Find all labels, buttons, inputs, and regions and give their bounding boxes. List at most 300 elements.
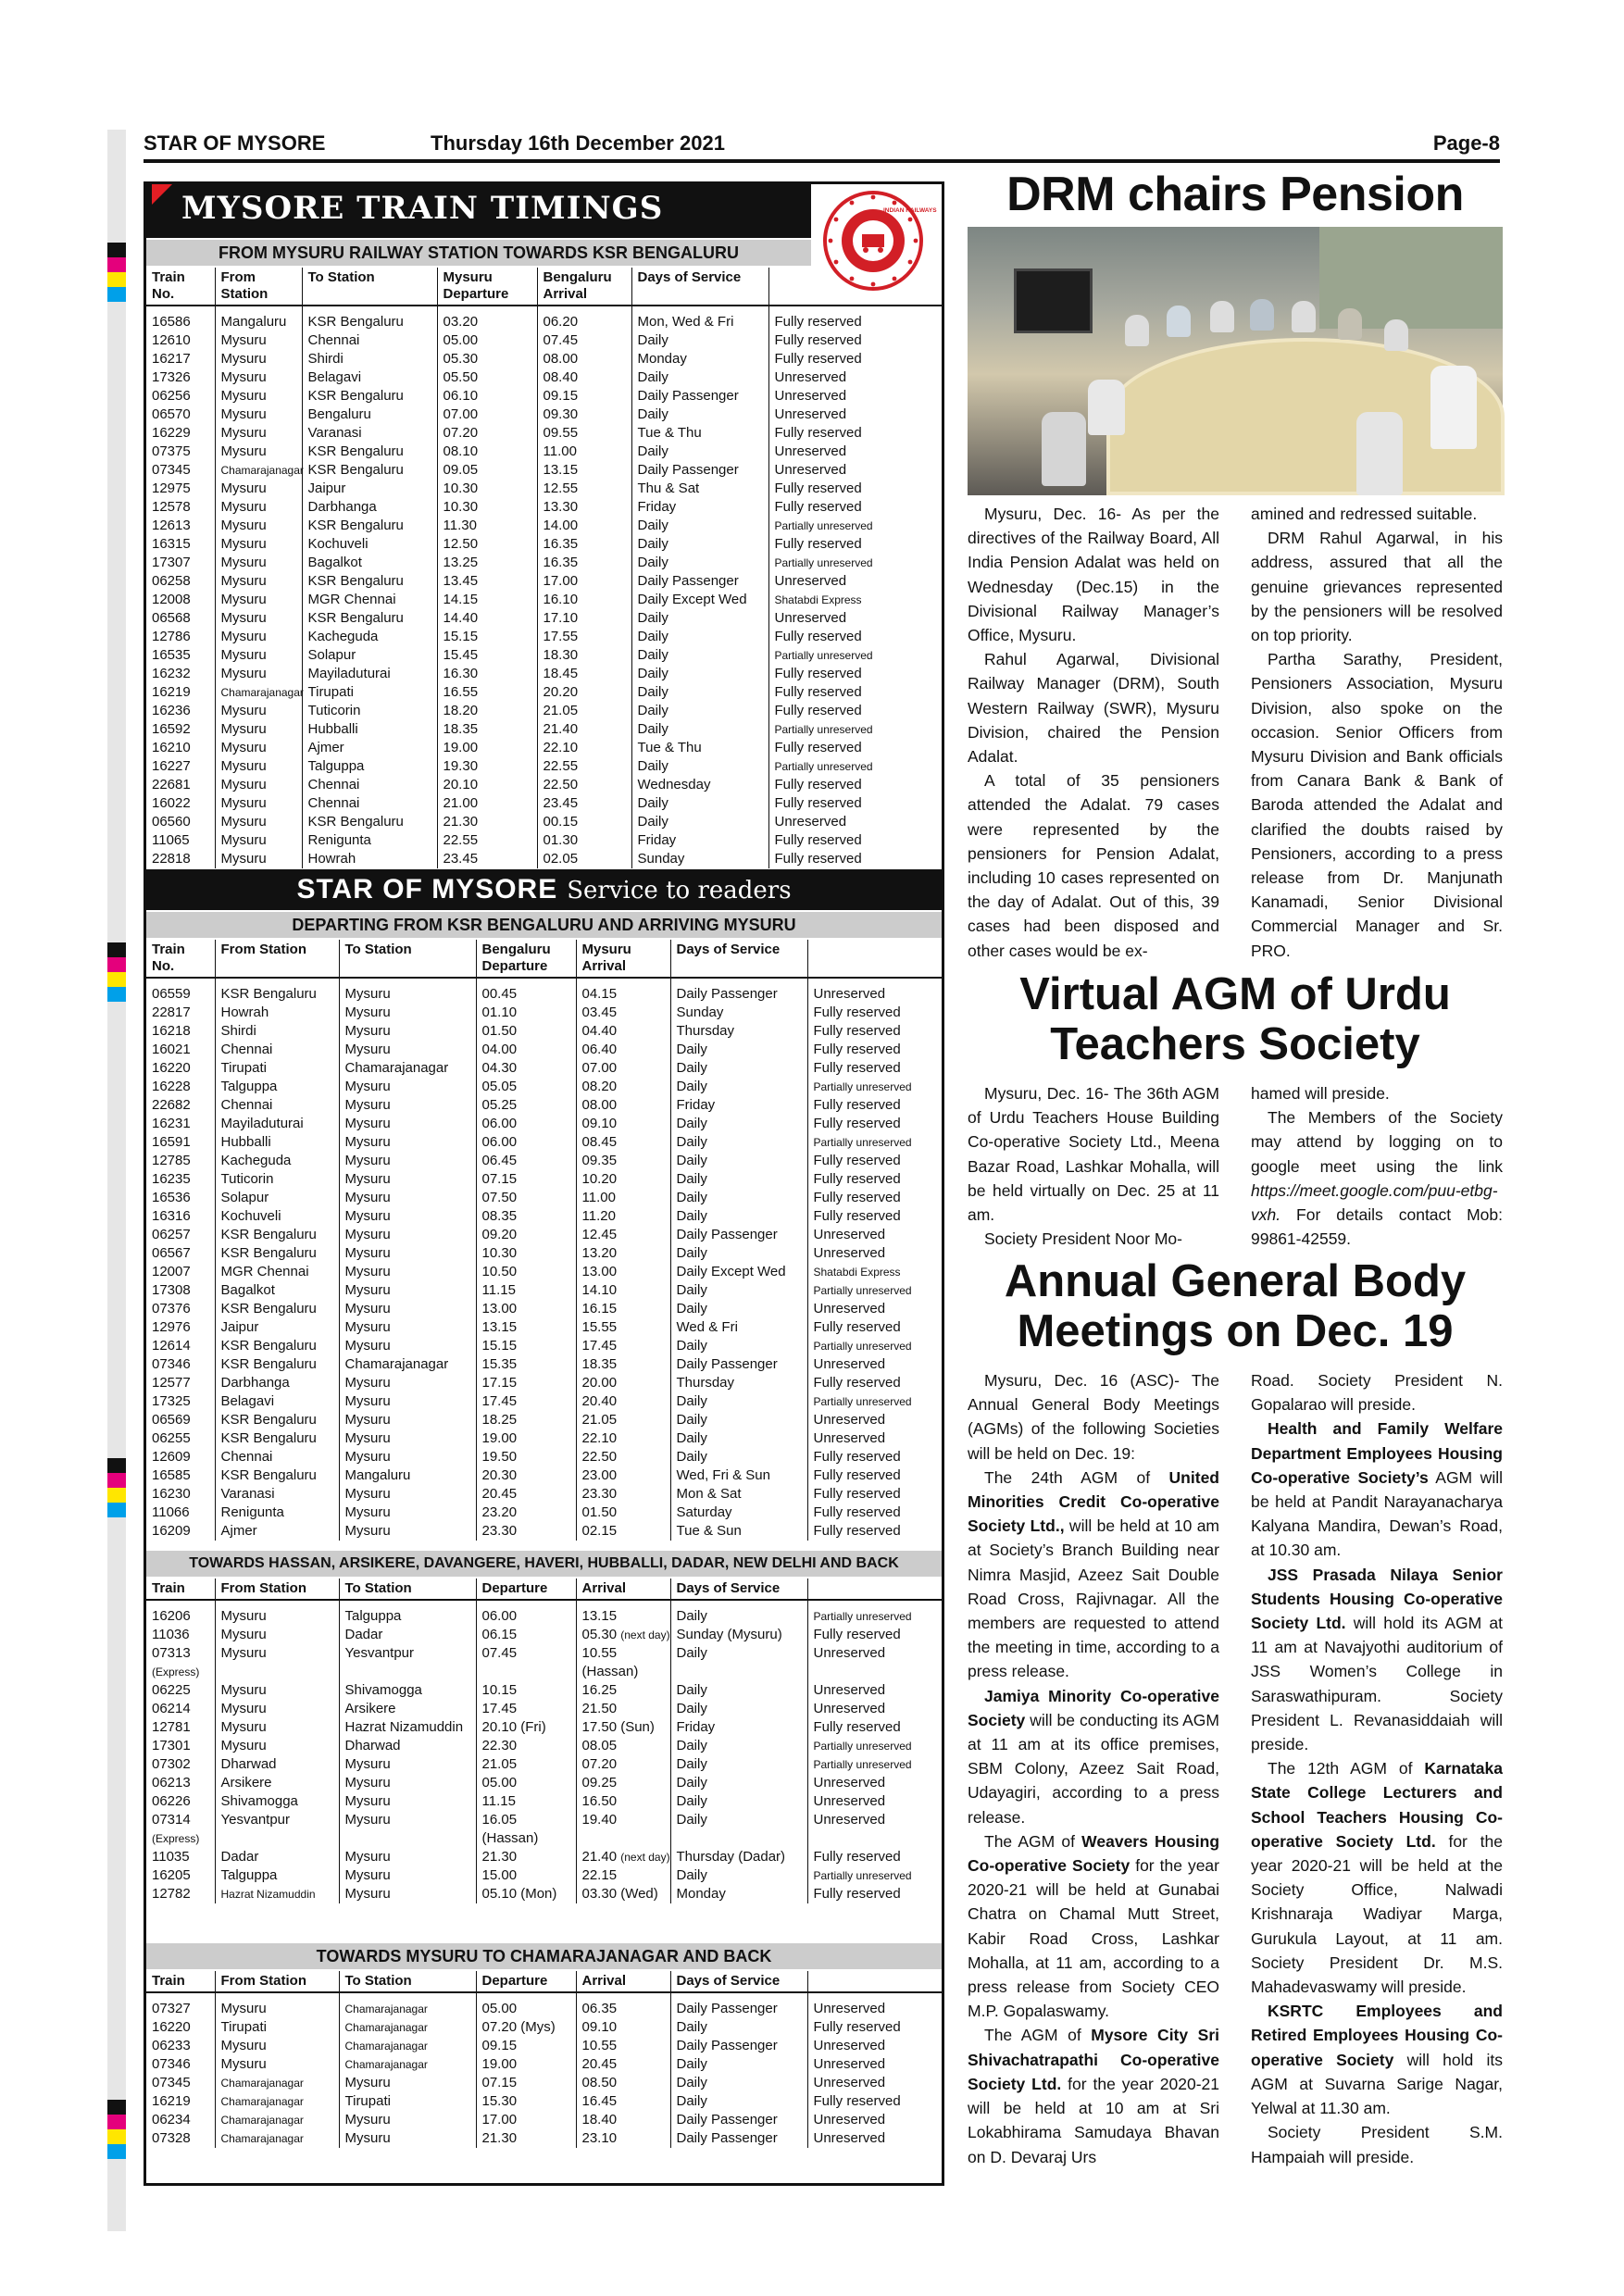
departure-time: 17.45 [476, 1392, 576, 1411]
from-station: Chennai [215, 1096, 339, 1115]
col-days: Days of Service [631, 268, 768, 306]
col-arrival: Bengaluru Arrival [537, 268, 631, 306]
from-station: Mysuru [215, 554, 302, 572]
days-of-service: Daily [631, 794, 768, 813]
reservation-type: Fully reserved [774, 684, 862, 700]
reservation-type: Fully reserved [774, 777, 862, 792]
table-row [146, 406, 942, 424]
to-station: Howrah [302, 850, 437, 868]
arrival-time: 15.55 [576, 1318, 670, 1337]
train-number: 16217 [146, 350, 215, 368]
days-of-service: Daily [670, 1133, 807, 1152]
train-number: 06560 [146, 813, 215, 831]
arrival-time: 21.40 (next day) [576, 1848, 670, 1866]
departure-time: 14.40 [437, 609, 537, 628]
departure-time: 07.15 [476, 2074, 576, 2092]
reservation-type: Partially unreserved [813, 1869, 912, 1882]
table-row [146, 720, 942, 739]
table-row [146, 1737, 942, 1755]
logo-text: INDIAN RAILWAYS [883, 207, 937, 214]
days-of-service: Daily [670, 2074, 807, 2092]
reservation-type: Partially unreserved [813, 1395, 912, 1408]
meet-link[interactable]: https://meet.google.com/puu-etbg-vxh. [1251, 1180, 1498, 1225]
days-of-service: Daily [631, 720, 768, 739]
reservation-type: Unreserved [813, 1812, 886, 1828]
to-station: Talguppa [339, 1607, 476, 1626]
arrival-time: 22.15 [576, 1866, 670, 1885]
table-row [146, 794, 942, 813]
table-row [146, 424, 942, 443]
article3-col2 [1251, 1368, 1503, 2169]
table-row [146, 1281, 942, 1300]
table-row [146, 1429, 942, 1448]
arrival-time: (Hassan) [576, 1663, 670, 1681]
to-station: Mysuru [339, 1866, 476, 1885]
departure-time: 05.00 [476, 2000, 576, 2018]
from-station: Mysuru [215, 535, 302, 554]
col-train: Train [146, 1971, 215, 1992]
train-number: 16231 [146, 1115, 215, 1133]
from-station: Mysuru [215, 368, 302, 387]
reservation-type: Fully reserved [774, 703, 862, 718]
departure-time: 07.45 [476, 1644, 576, 1663]
from-station: Mysuru [215, 387, 302, 406]
days-of-service: Daily [670, 1811, 807, 1829]
col-train-no: Train No. [146, 940, 215, 978]
to-station: Mysuru [339, 1041, 476, 1059]
days-of-service: Daily Passenger [670, 985, 807, 1004]
train-number: 07313 [146, 1644, 215, 1663]
departure-time: 22.55 [437, 831, 537, 850]
reservation-type: Partially unreserved [813, 1340, 912, 1353]
table-row [146, 517, 942, 535]
to-station: Ajmer [302, 739, 437, 757]
reservation-type: Fully reserved [774, 740, 862, 755]
section2-header-row [146, 940, 942, 978]
society-name: Mysore City Sri Shivachatrapathi Co-operative Society Ltd. [968, 2026, 1219, 2093]
train-number: (Express) [146, 1829, 215, 1848]
departure-time: 19.00 [476, 1429, 576, 1448]
section3-header-row [146, 1578, 942, 1600]
arrival-time: 21.05 [537, 702, 631, 720]
table-row [146, 1059, 942, 1078]
reservation-type: Fully reserved [813, 2019, 901, 2035]
departure-time: 06.00 [476, 1607, 576, 1626]
reservation-type: Unreserved [774, 443, 847, 459]
to-station: KSR Bengaluru [302, 313, 437, 331]
reservation-type: Partially unreserved [774, 649, 873, 662]
departure-time: 16.30 [437, 665, 537, 683]
to-station: Hubballi [302, 720, 437, 739]
from-station: Mysuru [215, 628, 302, 646]
departure-time: 05.30 [437, 350, 537, 368]
article3-text: Mysuru, Dec. 16 (ASC)- The Annual General Body Meetings (AGMs) of the following Societies will be held on Dec. 19: [968, 1371, 1219, 1463]
table-row [146, 1774, 942, 1792]
reservation-type: Partially unreserved [813, 1284, 912, 1297]
train-number: 12786 [146, 628, 215, 646]
departure-time: 10.15 [476, 1681, 576, 1700]
reservation-type: Fully reserved [774, 314, 862, 330]
to-station: Bengaluru [302, 406, 437, 424]
days-of-service: Daily [631, 368, 768, 387]
to-station: Mysuru [339, 1811, 476, 1829]
table-row [146, 1096, 942, 1115]
train-number: 12785 [146, 1152, 215, 1170]
days-of-service: Daily [670, 1300, 807, 1318]
col-type [807, 940, 942, 978]
to-station: Chamarajanagar [339, 1059, 476, 1078]
article2-para: hamed will preside. [1251, 1084, 1390, 1103]
spacer-cell [339, 1600, 476, 1607]
to-station: Renigunta [302, 831, 437, 850]
color-marks-1 [107, 243, 126, 302]
spacer-cell [807, 1992, 942, 2000]
table-row [146, 985, 942, 1004]
from-station: KSR Bengaluru [215, 985, 339, 1004]
arrival-time: 16.15 [576, 1300, 670, 1318]
table-row [146, 1226, 942, 1244]
to-station: Chennai [302, 776, 437, 794]
article3-headline-line1: Annual General Body [1004, 1256, 1467, 1306]
photo-person [1292, 301, 1316, 332]
train-number: (Express) [146, 1663, 215, 1681]
article3-headline [968, 1257, 1503, 1357]
days-of-service: Daily [631, 609, 768, 628]
arrival-time [576, 1829, 670, 1848]
col-type [807, 1578, 942, 1600]
article3-para [1251, 2120, 1503, 2168]
reservation-type: Unreserved [813, 1645, 886, 1661]
train-number: 16219 [146, 2092, 215, 2111]
departure-time: 13.45 [437, 572, 537, 591]
days-of-service: Daily [670, 1170, 807, 1189]
train-number: 22818 [146, 850, 215, 868]
table-row [146, 480, 942, 498]
train-number: 07345 [146, 2074, 215, 2092]
reservation-type: Fully reserved [774, 851, 862, 867]
from-station: Mayiladuturai [215, 1115, 339, 1133]
train-number: 22681 [146, 776, 215, 794]
reservation-type: Fully reserved [774, 629, 862, 644]
train-number: 16591 [146, 1133, 215, 1152]
arrival-time: 16.25 [576, 1681, 670, 1700]
reservation-type: Fully reserved [813, 1849, 901, 1865]
section4-heading: TOWARDS MYSURU TO CHAMARAJANAGAR AND BACK [146, 1943, 942, 1969]
arrival-time: 17.10 [537, 609, 631, 628]
to-station [339, 1663, 476, 1681]
days-of-service: Monday [631, 350, 768, 368]
arrival-time: 23.30 [576, 1485, 670, 1504]
article3-text: Society President S.M. Hampaiah will preside. [1251, 2123, 1503, 2166]
photo-person [1125, 315, 1149, 346]
arrival-time: 01.30 [537, 831, 631, 850]
article1-para: Rahul Agarwal, Divisional Railway Manager (DRM), South Western Railway (SWR), Mysuru Division, chaired the Pension Adalat. [968, 650, 1219, 767]
reservation-type: Fully reserved [774, 480, 862, 496]
departure-time: 21.00 [437, 794, 537, 813]
from-station: Mysuru [215, 350, 302, 368]
departure-time: 19.30 [437, 757, 537, 776]
article2-col2 [1251, 1081, 1503, 1251]
article1-col2 [1251, 502, 1503, 963]
from-station: Mysuru [215, 2055, 339, 2074]
days-of-service: Thursday [670, 1022, 807, 1041]
from-station: Solapur [215, 1189, 339, 1207]
to-station: KSR Bengaluru [302, 461, 437, 480]
col-departure: Bengaluru Departure [476, 940, 576, 978]
table-row [146, 1152, 942, 1170]
reservation-type: Unreserved [813, 1775, 886, 1791]
to-station: Mysuru [339, 1429, 476, 1448]
table-row [146, 831, 942, 850]
reservation-type: Unreserved [813, 1682, 886, 1698]
from-station: Chamarajanagar [215, 2111, 339, 2129]
photo-person [1384, 319, 1408, 351]
article1-headline: DRM chairs Pension [1006, 168, 1464, 221]
table-row [146, 1885, 942, 1903]
train-number: 06567 [146, 1244, 215, 1263]
train-number: 11066 [146, 1504, 215, 1522]
to-station: Chamarajanagar [339, 2037, 476, 2055]
photo-person [1167, 306, 1191, 337]
arrival-time: 13.15 [576, 1607, 670, 1626]
from-station: Yesvantpur [215, 1811, 339, 1829]
from-station: Mysuru [215, 1700, 339, 1718]
to-station: Mysuru [339, 1133, 476, 1152]
train-number: 22682 [146, 1096, 215, 1115]
photo-person [1250, 299, 1274, 331]
to-station: Kochuveli [302, 535, 437, 554]
society-name: Karnataka State College Lecturers and School Teachers Housing Co-operative Society Ltd. [1251, 1759, 1503, 1851]
train-number: 16592 [146, 720, 215, 739]
train-number: 16227 [146, 757, 215, 776]
train-number: 16228 [146, 1078, 215, 1096]
reservation-type: Fully reserved [813, 2093, 901, 2109]
article3-para [1251, 1368, 1503, 1416]
article1-col1 [968, 502, 1219, 963]
from-station: Dharwad [215, 1755, 339, 1774]
departure-time: 15.15 [437, 628, 537, 646]
spacer-cell [631, 306, 768, 313]
col-arrival: Mysuru Arrival [576, 940, 670, 978]
arrival-time: 17.50 (Sun) [576, 1718, 670, 1737]
train-number: 12609 [146, 1448, 215, 1466]
service-banner [146, 869, 942, 910]
reservation-type: Unreserved [774, 814, 847, 830]
reservation-type: Fully reserved [774, 795, 862, 811]
to-station: Mysuru [339, 1004, 476, 1022]
to-station: Mysuru [339, 1226, 476, 1244]
issue-date: Thursday 16th December 2021 [431, 131, 725, 155]
train-number: 06257 [146, 1226, 215, 1244]
days-of-service: Wednesday [631, 776, 768, 794]
to-station: Jaipur [302, 480, 437, 498]
table-row [146, 1522, 942, 1541]
section1-heading: FROM MYSURU RAILWAY STATION TOWARDS KSR BENGALURU [146, 240, 811, 266]
table-row [146, 2018, 942, 2037]
from-station: KSR Bengaluru [215, 1429, 339, 1448]
from-station: Renigunta [215, 1504, 339, 1522]
table-row [146, 1189, 942, 1207]
train-number: 16236 [146, 702, 215, 720]
society-name: Health and Family Welfare Department Employees Housing Co-operative Society’s [1251, 1419, 1503, 1487]
spacer-cell [537, 306, 631, 313]
train-number: 06258 [146, 572, 215, 591]
spacer-cell [576, 1600, 670, 1607]
section4-header-row [146, 1971, 942, 1992]
departure-time: 17.15 [476, 1374, 576, 1392]
table-row [146, 461, 942, 480]
photo-person [1042, 412, 1086, 486]
table-row [146, 2129, 942, 2148]
train-number: 16232 [146, 665, 215, 683]
arrival-time: 13.15 [537, 461, 631, 480]
to-station: Tuticorin [302, 702, 437, 720]
arrival-time: 18.45 [537, 665, 631, 683]
reservation-type: Partially unreserved [813, 1610, 912, 1623]
train-number: 17326 [146, 368, 215, 387]
article1-para: A total of 35 pensioners attended the Adalat. 79 cases were represented by the pensioners for Pension Adalat, including 10 cases represented on the day of Adalat. Out of this, 39 cases had been disposed and other cases would be ex- [968, 771, 1219, 960]
reservation-type: Fully reserved [813, 1719, 901, 1735]
table-row [146, 739, 942, 757]
departure-time: 13.00 [476, 1300, 576, 1318]
to-station: Mysuru [339, 1337, 476, 1355]
table-row [146, 2074, 942, 2092]
table-row [146, 1792, 942, 1811]
days-of-service [670, 1829, 807, 1848]
article3-para [968, 1466, 1219, 1684]
train-number: 07375 [146, 443, 215, 461]
table-row [146, 1755, 942, 1774]
photo-tv-screen [1014, 268, 1093, 333]
reservation-type: Partially unreserved [774, 519, 873, 532]
days-of-service: Mon & Sat [670, 1485, 807, 1504]
days-of-service: Daily Passenger [631, 387, 768, 406]
to-station: Mysuru [339, 1022, 476, 1041]
train-number: 16316 [146, 1207, 215, 1226]
from-station: Mysuru [215, 1607, 339, 1626]
reservation-type: Unreserved [813, 1701, 886, 1716]
from-station: Talguppa [215, 1078, 339, 1096]
table-row [146, 1207, 942, 1226]
reservation-type: Fully reserved [813, 1097, 901, 1113]
train-number: 16220 [146, 1059, 215, 1078]
days-of-service: Sunday [631, 850, 768, 868]
article2-headline [968, 970, 1503, 1070]
departure-time: 05.05 [476, 1078, 576, 1096]
to-station: Mysuru [339, 2074, 476, 2092]
article1-body [968, 502, 1503, 963]
table-row [146, 1504, 942, 1522]
table-row [146, 609, 942, 628]
col-type [807, 1971, 942, 1992]
arrival-time: 21.50 [576, 1700, 670, 1718]
col-arrival: Arrival [576, 1971, 670, 1992]
table-row [146, 1263, 942, 1281]
to-station: Mangaluru [339, 1466, 476, 1485]
departure-time: 19.00 [437, 739, 537, 757]
spacer-cell [146, 978, 215, 985]
col-to: To Station [339, 1578, 476, 1600]
days-of-service: Daily [631, 554, 768, 572]
arrival-time: 20.00 [576, 1374, 670, 1392]
to-station: Hazrat Nizamuddin [339, 1718, 476, 1737]
society-name: Weavers Housing Co-operative Society [968, 1831, 1220, 1876]
table-row [146, 683, 942, 702]
photo-person [1356, 412, 1403, 495]
departure-time: 07.00 [437, 406, 537, 424]
to-station: Mysuru [339, 1848, 476, 1866]
days-of-service: Daily [670, 1041, 807, 1059]
departure-time: 16.05 [476, 1811, 576, 1829]
days-of-service: Daily Passenger [631, 461, 768, 480]
departure-time: 23.45 [437, 850, 537, 868]
departure-time: 11.30 [437, 517, 537, 535]
article2-col1 [968, 1081, 1219, 1251]
page-number: Page-8 [1432, 131, 1500, 155]
reservation-type: Partially unreserved [774, 556, 873, 569]
arrival-time: 10.55 [576, 1644, 670, 1663]
table-row [146, 2000, 942, 2018]
from-station [215, 1829, 339, 1848]
table-row [146, 1355, 942, 1374]
train-number: 16210 [146, 739, 215, 757]
table-row [146, 1244, 942, 1263]
article2-para [1251, 1105, 1503, 1251]
departure-time: 21.30 [437, 813, 537, 831]
timings-title-banner [146, 184, 811, 238]
reservation-type: Fully reserved [813, 1023, 901, 1039]
reservation-type: Fully reserved [813, 1004, 901, 1020]
to-station: Mysuru [339, 1244, 476, 1263]
departure-time: 07.20 (Mys) [476, 2018, 576, 2037]
table-row [146, 1485, 942, 1504]
reservation-type: Fully reserved [774, 832, 862, 848]
col-to: To Station [339, 1971, 476, 1992]
article1-para: Partha Sarathy, President, Pensioners Association, Mysuru Division, also spoke on the occasion. Senior Officers from Mysuru Division and Bank officials from Canara Bank & Bank of Baroda attended the Adalat and clarified the doubts raised by Pensioners, according to a press release from Dr. Manjunath Kanamadi, Senior Divisional Commercial Manager and Sr. PRO. [1251, 650, 1503, 960]
reservation-type: Partially unreserved [813, 1136, 912, 1149]
table-row [146, 1374, 942, 1392]
table-row [146, 1004, 942, 1022]
article3-text: AGM will be held at Pandit Narayanacharya Kalyana Mandira, Dewan’s Road, at 10.30 am. [1251, 1467, 1503, 1560]
to-station: Mysuru [339, 1170, 476, 1189]
to-station: Mysuru [339, 1318, 476, 1337]
reservation-type: Partially unreserved [813, 1758, 912, 1771]
days-of-service: Daily [670, 2055, 807, 2074]
train-number: 16229 [146, 424, 215, 443]
photo-person [1338, 308, 1362, 340]
from-station: Mysuru [215, 517, 302, 535]
reservation-type: Unreserved [813, 2130, 886, 2146]
days-of-service: Daily [670, 1115, 807, 1133]
train-number: 06225 [146, 1681, 215, 1700]
train-number: 12782 [146, 1885, 215, 1903]
arrival-time: 08.45 [576, 1133, 670, 1152]
departure-time: 15.00 [476, 1866, 576, 1885]
arrival-time: 21.05 [576, 1411, 670, 1429]
arrival-time: 12.55 [537, 480, 631, 498]
from-station: Mysuru [215, 702, 302, 720]
reservation-type: Unreserved [813, 1245, 886, 1261]
spacer-cell [476, 1600, 576, 1607]
table-row [146, 2037, 942, 2055]
arrival-time: 22.55 [537, 757, 631, 776]
to-station: KSR Bengaluru [302, 387, 437, 406]
days-of-service: Daily [670, 1244, 807, 1263]
col-train: Train [146, 1578, 215, 1600]
from-station: Mysuru [215, 480, 302, 498]
article3-text: The 12th AGM of [1268, 1759, 1425, 1778]
departure-time: 18.25 [476, 1411, 576, 1429]
